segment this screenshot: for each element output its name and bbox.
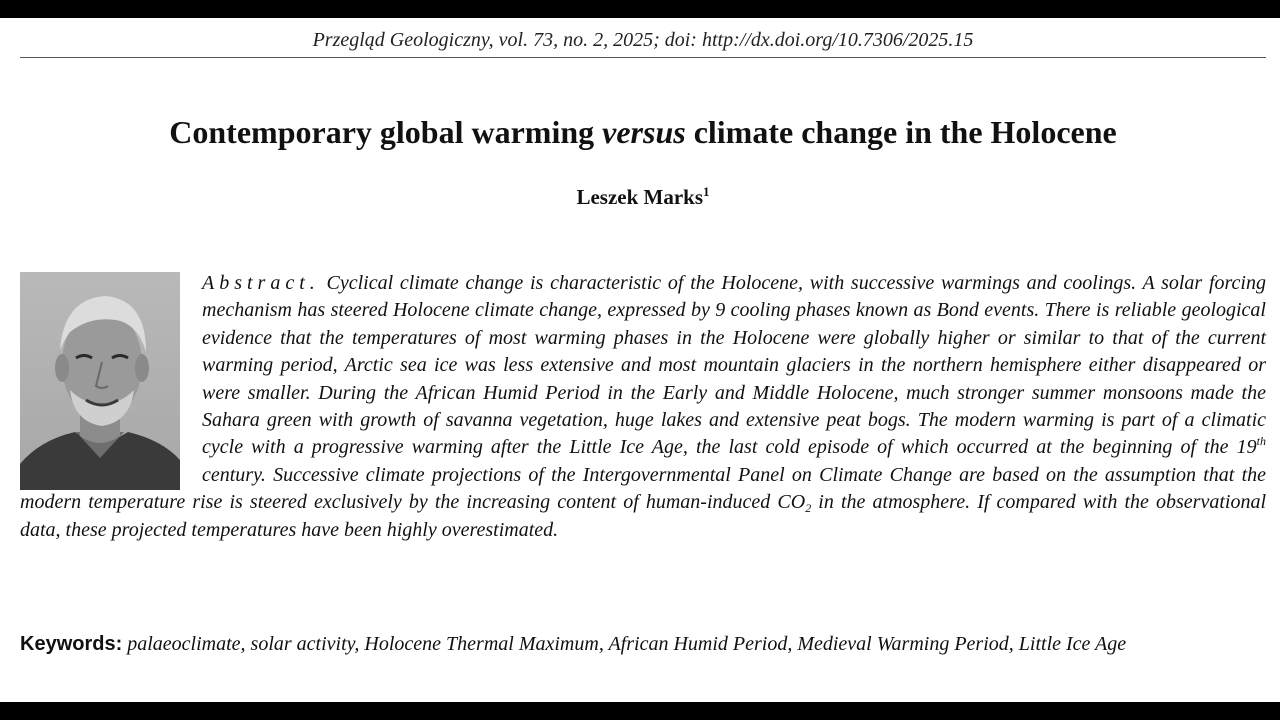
author-line [20, 183, 1266, 211]
bottom-black-bar [0, 702, 1280, 720]
keywords-line [20, 630, 1266, 659]
abstract-text-3: in the atmosphere. If compared with the observational data, these projected temperatures have been highly overestimated. [20, 491, 1267, 541]
top-black-bar [0, 0, 1280, 18]
title-emphasis: versus [602, 114, 686, 150]
abstract-subscript: 2 [805, 501, 812, 516]
header-divider [20, 57, 1266, 58]
portrait-spacer [20, 270, 180, 489]
author-affiliation-mark: 1 [703, 184, 710, 199]
abstract-superscript: th [1256, 434, 1266, 449]
keywords-label: Keywords: [20, 633, 123, 655]
author-name: Leszek Marks [576, 185, 704, 209]
journal-citation: Przegląd Geologiczny, vol. 73, no. 2, 2025; doi: http://dx.doi.org/10.7306/2025.15 [312, 29, 974, 51]
abstract-lead: Abstract. [202, 272, 320, 294]
keywords-list: palaeoclimate, solar activity, Holocene Thermal Maximum, African Humid Period, Medieval Warming Period, Little Ice Age [127, 633, 1127, 655]
title-part-1: Contemporary global warming [169, 114, 603, 150]
abstract-text-1: Cyclical climate change is characteristic of the Holocene, with successive warmings and coolings. A solar forcing mechanism has steered Holocene climate change, expressed by 9 cooling phases known as Bond events. There is reliable geological evidence that the temperatures of most warming phases in the Holocene were globally higher or similar to that of the current warming period, Arctic sea ice was less extensive and most mountain glaciers in the northern hemisphere either disappeared or were smaller. During the African Humid Period in the Early and Middle Holocene, much stronger summer monsoons made the Sahara green with growth of savanna vegetation, huge lakes and extensive peat bogs. The modern warming is part of a climatic cycle with a progressive warming after the Little Ice Age, the last cold episode of which occurred at the beginning of the 19 [202, 272, 1266, 459]
paper-title [20, 112, 1266, 152]
abstract-paragraph [20, 270, 1266, 544]
title-part-2: climate change in the Holocene [685, 114, 1117, 150]
abstract-text-2: century. Successive climate projections of the Intergovernmental Panel on Climate Change are based on the assumption that the modern temperature rise is steered exclusively by the increasing content of human-induced CO [20, 463, 1266, 514]
